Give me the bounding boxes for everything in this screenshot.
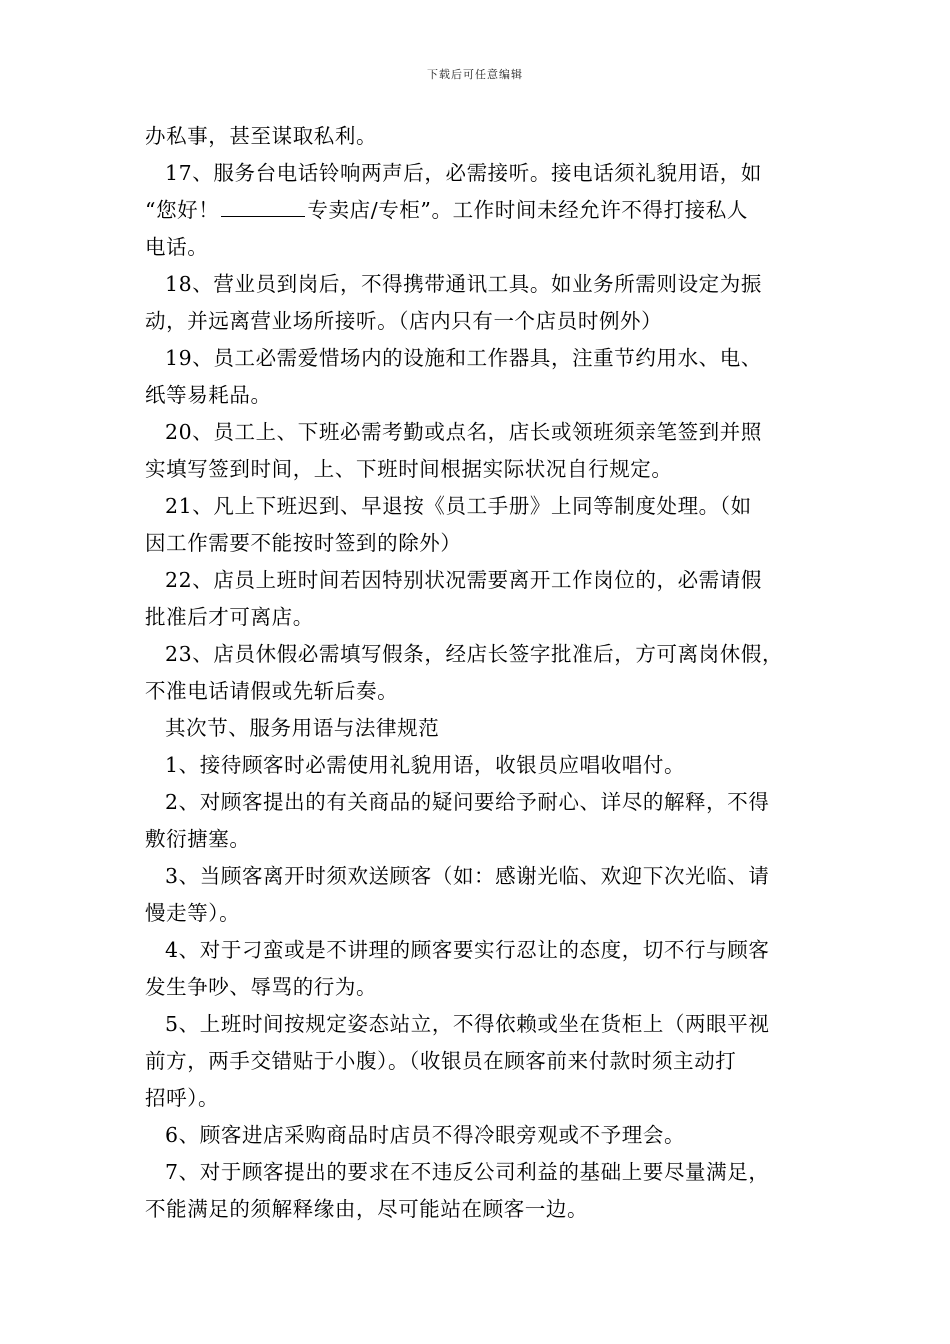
paragraph-22 [145,562,820,636]
paragraph-20 [145,414,820,488]
text-line: 不准电话请假或先斩后奏。 [145,679,399,703]
paragraph-21 [145,488,820,562]
text-line: 1、接待顾客时必需使用礼貌用语，收银员应唱收唱付。 [165,753,686,777]
paragraph-5 [145,1006,820,1117]
paragraph-4 [145,932,820,1006]
text-line: 不能满足的须解释缘由，尽可能站在顾客一边。 [145,1197,589,1221]
fill-in-blank-line [221,198,305,217]
text-line: 实填写签到时间，上、下班时间根据实际状况自行规定。 [145,457,673,481]
text-line: 发生争吵、辱骂的行为。 [145,975,378,999]
document-body [145,118,820,1228]
text-line: 18、营业员到岗后，不得携带通讯工具。如业务所需则设定为振 [165,272,762,296]
paragraph-18 [145,266,820,340]
text-line: 因工作需要不能按时签到的除外） [145,531,462,555]
text-line: 22、店员上班时间若因特别状况需要离开工作岗位的，必需请假 [165,568,762,592]
text-line: 21、凡上下班迟到、早退按《员工手册》上同等制度处理。（如 [165,494,752,518]
section-heading [145,710,820,747]
text-line: 4、对于刁蛮或是不讲理的顾客要实行忍让的态度，切不行与顾客 [165,938,770,962]
text-line: 前方，两手交错贴于小腹）。（收银员在顾客前来付款时须主动打 [145,1049,737,1073]
text-line: 动，并远离营业场所接听。（店内只有一个店员时例外） [145,309,663,333]
text-line: 慢走等）。 [145,901,241,925]
text-line: 7、对于顾客提出的要求在不违反公司利益的基础上要尽量满足， [165,1160,770,1184]
text-fragment: “您好！ [145,198,220,222]
text-line: 电话。 [145,235,209,259]
paragraph-7 [145,1154,820,1228]
paragraph-continuation [145,118,820,155]
paragraph-3 [145,858,820,932]
page-header: 下载后可任意编辑 [427,68,523,81]
paragraph-23 [145,636,820,710]
text-line: 6、顾客进店采购商品时店员不得冷眼旁观或不予理会。 [165,1123,686,1147]
paragraph-17 [145,155,820,266]
text-line: 3、当顾客离开时须欢送顾客（如：感谢光临、欢迎下次光临、请 [165,864,770,888]
text-line: 纸等易耗品。 [145,383,272,407]
text-line: 批准后才可离店。 [145,605,314,629]
paragraph-19 [145,340,820,414]
text-fragment: 专卖店/专柜”。工作时间未经允许不得打接私人 [307,198,748,222]
text-line: 其次节、服务用语与法律规范 [165,716,440,740]
text-line: 20、员工上、下班必需考勤或点名，店长或领班须亲笔签到并照 [165,420,762,444]
paragraph-6 [145,1117,820,1154]
text-line: 办私事，甚至谋取私利。 [145,124,378,148]
text-line: 17、服务台电话铃响两声后，必需接听。接电话须礼貌用语，如 [165,161,762,185]
text-line: 敷衍搪塞。 [145,827,251,851]
paragraph-1 [145,747,820,784]
text-line: 5、上班时间按规定姿态站立，不得依赖或坐在货柜上（两眼平视 [165,1012,770,1036]
text-line: 2、对顾客提出的有关商品的疑问要给予耐心、详尽的解释，不得 [165,790,770,814]
text-line: 23、店员休假必需填写假条，经店长签字批准后，方可离岗休假， [165,642,784,666]
text-line-with-blank [145,192,820,229]
paragraph-2 [145,784,820,858]
text-line: 19、员工必需爱惜场内的设施和工作器具，注重节约用水、电、 [165,346,762,370]
text-line: 招呼）。 [145,1086,220,1110]
